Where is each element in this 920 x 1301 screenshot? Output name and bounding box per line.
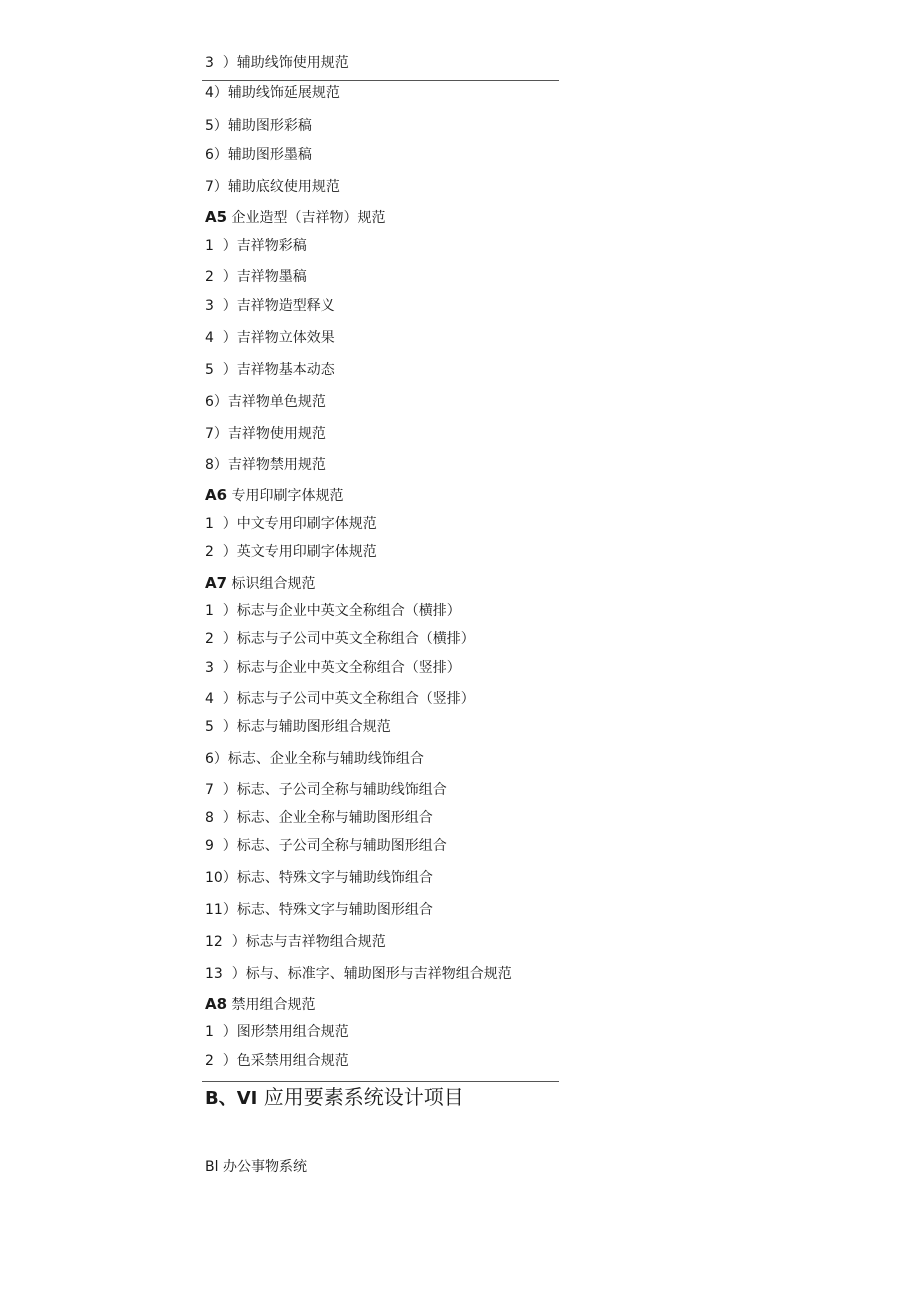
subsection-heading-b1: Bl 办公事物系统 — [205, 1159, 307, 1175]
list-item: 13 ）标与、标准字、辅助图形与吉祥物组合规范 — [205, 966, 512, 982]
list-item: 5）辅助图形彩稿 — [205, 118, 312, 134]
list-item: 7）辅助底纹使用规范 — [205, 179, 340, 195]
section-heading-b: B、VI 应用要素系统设计项目 — [205, 1085, 464, 1109]
list-item: 4）辅助线饰延展规范 — [205, 85, 340, 101]
list-item: 1 ）中文专用印刷字体规范 — [205, 516, 377, 532]
list-item: 7 ）标志、子公司全称与辅助线饰组合 — [205, 782, 447, 798]
list-item: 6）吉祥物单色规范 — [205, 394, 326, 410]
list-item: 1 ）吉祥物彩稿 — [205, 238, 307, 254]
list-item: 6）标志、企业全称与辅助线饰组合 — [205, 751, 424, 767]
list-item: 8 ）标志、企业全称与辅助图形组合 — [205, 810, 433, 826]
section-heading-a5: A5 企业造型（吉祥物）规范 — [205, 208, 386, 226]
list-item: 3 ）吉祥物造型释义 — [205, 298, 335, 314]
list-item: 12 ）标志与吉祥物组合规范 — [205, 934, 386, 950]
section-heading-a7: A7 标识组合规范 — [205, 574, 316, 592]
list-item: 2 ）吉祥物墨稿 — [205, 269, 307, 285]
section-heading-a8: A8 禁用组合规范 — [205, 995, 316, 1013]
list-item: 4 ）吉祥物立体效果 — [205, 330, 335, 346]
list-item: 2 ）色采禁用组合规范 — [205, 1053, 349, 1069]
list-item: 7）吉祥物使用规范 — [205, 426, 326, 442]
divider — [202, 80, 559, 81]
list-item: 5 ）吉祥物基本动态 — [205, 362, 335, 378]
list-item: 11）标志、特殊文字与辅助图形组合 — [205, 902, 433, 918]
list-item: 9 ）标志、子公司全称与辅助图形组合 — [205, 838, 447, 854]
section-heading-a6: A6 专用印刷字体规范 — [205, 486, 344, 504]
list-item: 2 ）英文专用印刷字体规范 — [205, 544, 377, 560]
list-item: 3 ）辅助线饰使用规范 — [205, 55, 349, 71]
list-item: 8）吉祥物禁用规范 — [205, 457, 326, 473]
list-item: 4 ）标志与子公司中英文全称组合（竖排） — [205, 691, 475, 707]
list-item: 6）辅助图形墨稿 — [205, 147, 312, 163]
list-item: 10）标志、特殊文字与辅助线饰组合 — [205, 870, 433, 886]
list-item: 1 ）标志与企业中英文全称组合（横排） — [205, 603, 461, 619]
list-item: 1 ）图形禁用组合规范 — [205, 1024, 349, 1040]
list-item: 2 ）标志与子公司中英文全称组合（横排） — [205, 631, 475, 647]
list-item: 5 ）标志与辅助图形组合规范 — [205, 719, 391, 735]
divider — [202, 1081, 559, 1082]
list-item: 3 ）标志与企业中英文全称组合（竖排） — [205, 660, 461, 676]
